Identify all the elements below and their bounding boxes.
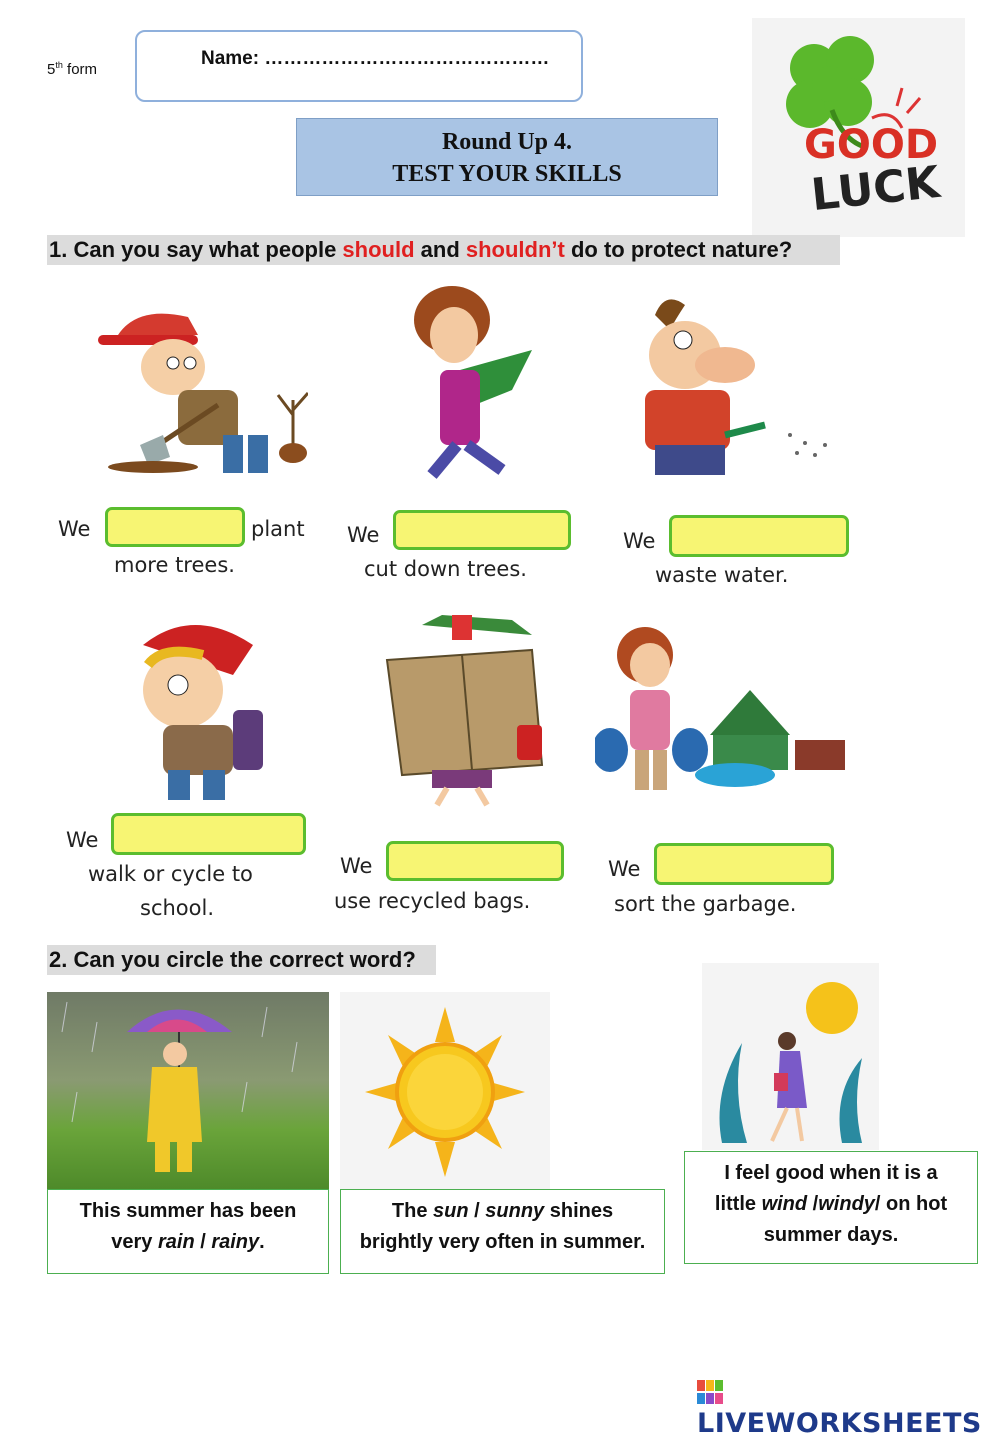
child-with-umbrella-in-rain-icon xyxy=(47,992,329,1189)
choice-rainy[interactable]: rainy xyxy=(211,1231,260,1253)
answer-blank-2[interactable] xyxy=(393,510,571,550)
caption-line: This summer has been xyxy=(79,1200,297,1222)
sentence-we: We xyxy=(623,529,656,553)
sentence-we: We xyxy=(608,857,641,881)
caption-wind xyxy=(684,1151,978,1264)
choice-wind[interactable]: wind xyxy=(761,1193,808,1215)
sentence-line2: use recycled bags. xyxy=(334,889,531,913)
luck-text: LUCK xyxy=(808,156,943,222)
answer-blank-3[interactable] xyxy=(669,515,849,557)
answer-blank-4[interactable] xyxy=(111,813,306,855)
sentence-line3: school. xyxy=(140,896,215,920)
woman-carrying-tree-icon xyxy=(362,280,562,490)
caption-line: little wind /windy/ on hot xyxy=(714,1193,948,1215)
sun-icon xyxy=(340,992,550,1189)
sentence-line2: sort the garbage. xyxy=(614,892,797,916)
caption-rain xyxy=(47,1189,329,1274)
sentence-line2: more trees. xyxy=(114,553,235,577)
title-line-2: TEST YOUR SKILLS xyxy=(392,161,622,187)
woman-with-shopping-bags-icon xyxy=(362,605,562,810)
caption-line: The sun / sunny shines xyxy=(391,1200,614,1222)
man-with-hose-icon xyxy=(615,285,845,485)
caption-line: brightly very often in summer. xyxy=(359,1231,646,1253)
exercise-item-sort-garbage xyxy=(590,600,860,925)
choice-sun[interactable]: sun xyxy=(433,1200,469,1222)
caption-line: very rain / rainy. xyxy=(111,1231,265,1253)
exercise-item-cut-trees xyxy=(322,275,588,595)
name-box xyxy=(135,30,583,102)
caption-line: I feel good when it is a xyxy=(724,1162,938,1184)
exercise-item-waste-water xyxy=(590,275,860,595)
exercise-item-plant-trees xyxy=(48,275,320,595)
boy-planting-tree-icon xyxy=(78,295,308,485)
exercise-item-recycled-bags xyxy=(322,600,588,925)
worksheet-title xyxy=(296,118,718,196)
answer-blank-6[interactable] xyxy=(654,843,834,885)
good-text: GOOD xyxy=(804,122,939,168)
sentence-line2: waste water. xyxy=(655,563,789,587)
answer-blank-1[interactable] xyxy=(105,507,245,547)
exercise-item-walk-cycle xyxy=(48,600,320,925)
good-luck-image xyxy=(752,18,965,237)
choice-sunny[interactable]: sunny xyxy=(485,1200,545,1222)
liveworksheets-watermark: LIVEWORKSHEETS xyxy=(697,1377,1000,1439)
sentence-we: We xyxy=(58,517,91,541)
name-field-label: Name: ……………………………………… xyxy=(201,48,550,69)
sentence-we: We xyxy=(347,523,380,547)
question-2-heading: 2. Can you circle the correct word? xyxy=(47,945,436,975)
choice-windy[interactable]: windy xyxy=(818,1193,875,1215)
rain-photo xyxy=(47,992,329,1189)
caption-line: summer days. xyxy=(763,1224,899,1246)
question-1-heading: 1. Can you say what people should and shouldn’t do to protect nature? xyxy=(47,235,840,265)
sun-image xyxy=(340,992,550,1189)
sentence-after: plant xyxy=(251,517,305,541)
woman-sorting-garbage-icon xyxy=(595,615,855,805)
sentence-line2: cut down trees. xyxy=(364,557,527,581)
four-leaf-clover-icon xyxy=(752,18,965,237)
title-line-1: Round Up 4. xyxy=(441,129,573,155)
choice-rain[interactable]: rain xyxy=(157,1231,195,1253)
sentence-line2: walk or cycle to xyxy=(88,862,253,886)
caption-sun xyxy=(340,1189,665,1274)
boy-walking-icon xyxy=(93,605,308,810)
answer-blank-5[interactable] xyxy=(386,841,564,881)
liveworksheets-logo-icon xyxy=(697,1380,723,1404)
wind-image xyxy=(702,963,879,1150)
sentence-we: We xyxy=(66,828,99,852)
woman-in-wind-icon xyxy=(702,963,879,1150)
form-label: 5th form xyxy=(47,60,98,78)
sentence-we: We xyxy=(340,854,373,878)
